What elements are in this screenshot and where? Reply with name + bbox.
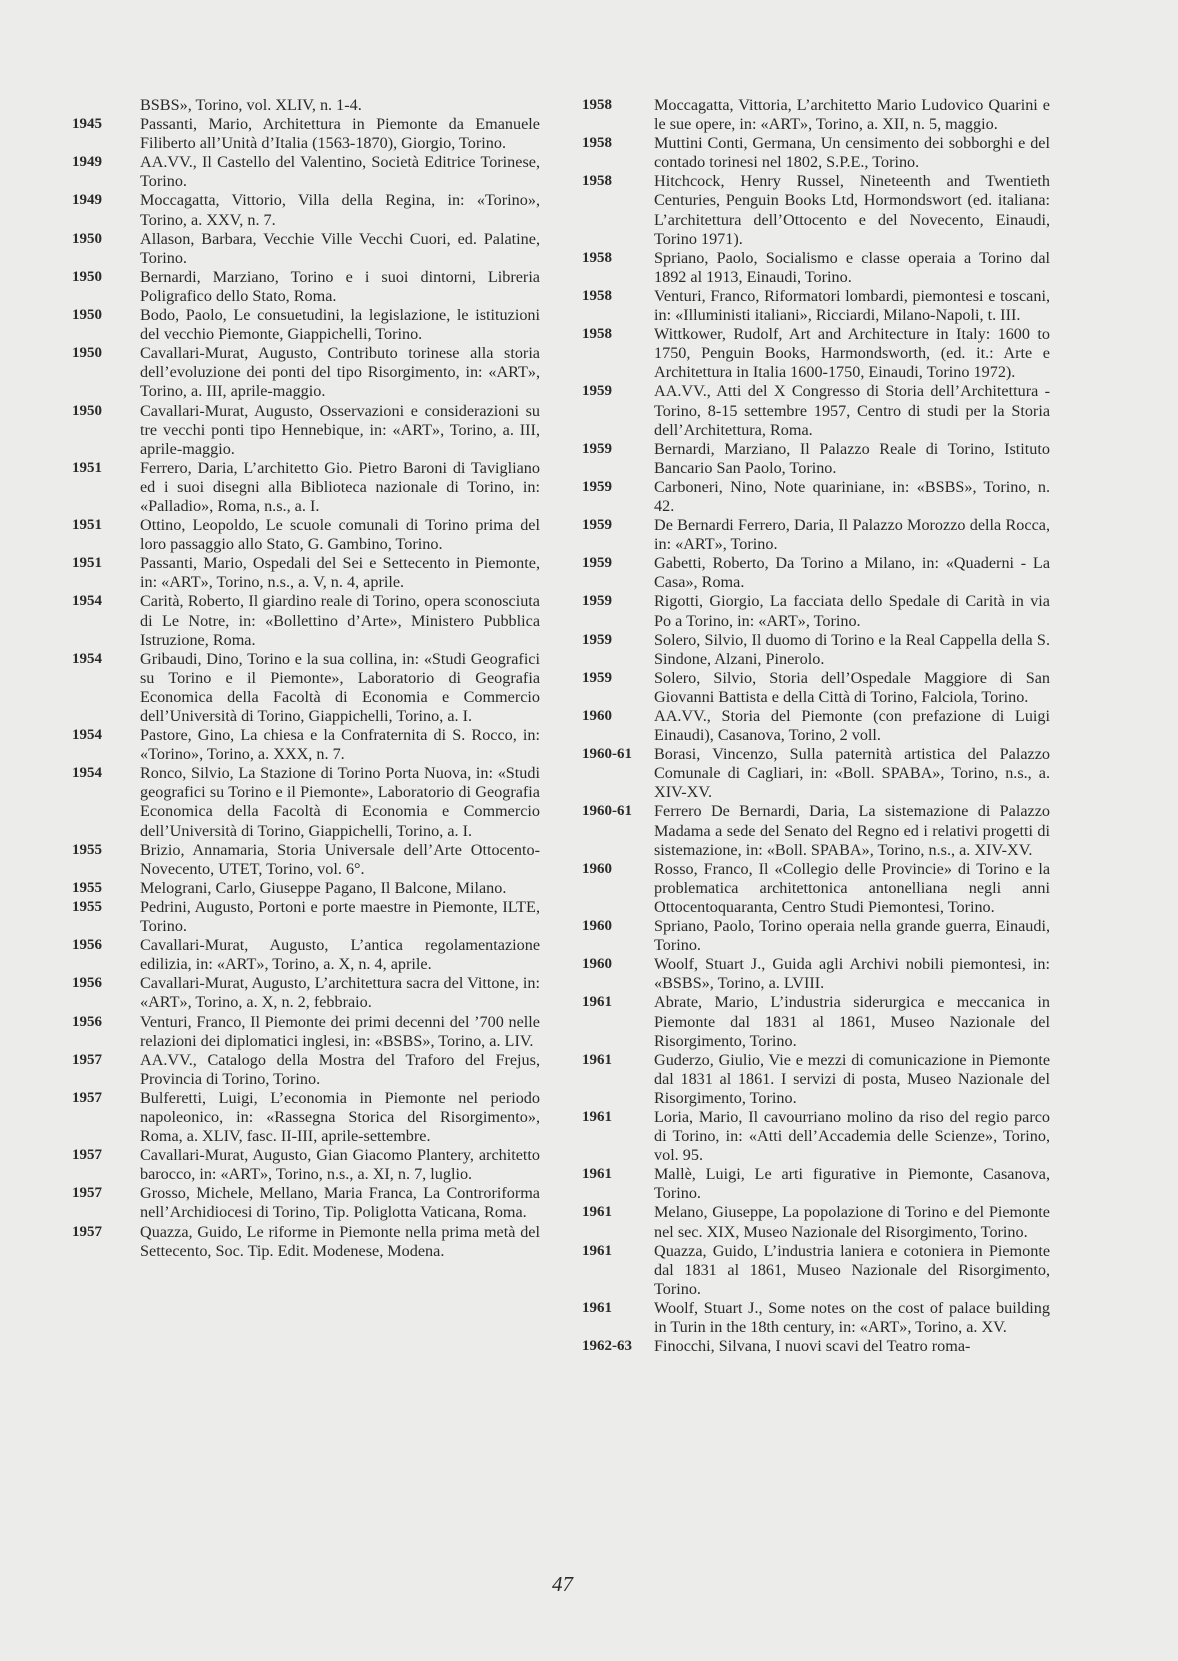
entry-year [72, 96, 140, 115]
entry-text: Muttini Conti, Germana, Un censimento dei sobborghi e del contado torinesi nel 1802, S.P.E., Torino. [654, 134, 1050, 172]
bibliography-entry [72, 764, 540, 840]
entry-text: Spriano, Paolo, Torino operaia nella grande guerra, Einaudi, Torino. [654, 917, 1050, 955]
entry-text: Solero, Silvio, Il duomo di Torino e la Real Cappella della S. Sindone, Alzani, Pinerolo. [654, 630, 1050, 668]
entry-year: 1959 [582, 555, 612, 572]
bibliography-entry [582, 440, 1050, 478]
entry-text: Melograni, Carlo, Giuseppe Pagano, Il Balcone, Milano. [140, 878, 507, 897]
bibliography-entry [582, 1242, 1050, 1299]
entry-text: Borasi, Vincenzo, Sulla paternità artistica del Palazzo Comunale di Cagliari, in: «Boll. SPABA», Torino, n.s., a. XIV-XV. [654, 745, 1050, 802]
entry-year: 1959 [582, 440, 612, 457]
entry-text: Passanti, Mario, Ospedali del Sei e Settecento in Piemonte, in: «ART», Torino, n.s., a. V, n. 4, aprile. [140, 554, 540, 592]
entry-year: 1945 [72, 116, 102, 133]
entry-year: 1957 [72, 1185, 102, 1202]
entry-year: 1949 [72, 192, 102, 209]
entry-text: Carboneri, Nino, Note quariniane, in: «BSBS», Torino, n. 42. [654, 477, 1050, 515]
entry-year: 1951 [72, 555, 102, 572]
entry-year: 1958 [582, 135, 612, 152]
entry-year: 1955 [72, 841, 102, 858]
bibliography-entry [72, 936, 540, 974]
entry-text: Guderzo, Giulio, Vie e mezzi di comunicazione in Piemonte dal 1831 al 1861. I servizi di posta, Museo Nazionale del Risorgimento, Torino. [654, 1050, 1050, 1107]
bibliography-entry [72, 1051, 540, 1089]
entry-year: 1959 [582, 478, 612, 495]
bibliography-entry [72, 1146, 540, 1184]
entry-text: Rosso, Franco, Il «Collegio delle Provincie» di Torino e la problematica architettonica antonelliana negli anni Ottocentoquaranta, Centro Studi Piemontesi, Torino. [654, 859, 1050, 916]
entry-text: Carità, Roberto, Il giardino reale di Torino, opera sconosciuta di Le Notre, in: «Bollettino d’Arte», Ministero Pubblica Istruzione, Roma. [140, 592, 540, 649]
entry-text: Cavallari-Murat, Augusto, L’antica regolamentazione edilizia, in: «ART», Torino, a. X, n. 4, aprile. [140, 936, 540, 974]
bibliography-entry [72, 1223, 540, 1261]
entry-year: 1951 [72, 517, 102, 534]
bibliography-entry [582, 860, 1050, 917]
entry-text: Melano, Giuseppe, La popolazione di Torino e del Piemonte nel sec. XIX, Museo Nazionale del Risorgimento, Torino. [654, 1203, 1050, 1241]
entry-text: Rigotti, Giorgio, La facciata dello Spedale di Carità in via Po a Torino, in: «ART», Torino. [654, 592, 1050, 630]
entry-year: 1954 [72, 765, 102, 782]
entry-year: 1957 [72, 1051, 102, 1068]
entry-text: Bernardi, Marziano, Il Palazzo Reale di Torino, Istituto Bancario San Paolo, Torino. [654, 439, 1050, 477]
entry-text: Pedrini, Augusto, Portoni e porte maestre in Piemonte, ILTE, Torino. [140, 897, 540, 936]
bibliography-entry [72, 96, 540, 115]
entry-year: 1958 [582, 249, 612, 266]
entry-year: 1954 [72, 593, 102, 610]
entry-text: De Bernardi Ferrero, Daria, Il Palazzo Morozzo della Rocca, in: «ART», Torino. [654, 516, 1050, 554]
bibliography-entry [582, 172, 1050, 248]
entry-text: AA.VV., Storia del Piemonte (con prefazione di Luigi Einaudi), Casanova, Torino, 2 voll. [654, 707, 1050, 745]
bibliography-entry [72, 230, 540, 268]
entry-year: 1957 [72, 1089, 102, 1106]
entry-text: Cavallari-Murat, Augusto, L’architettura sacra del Vittone, in: «ART», Torino, a. X, n. 2, febbraio. [140, 974, 540, 1012]
bibliography-entry [582, 1051, 1050, 1108]
bibliography-entry [582, 325, 1050, 382]
entry-year: 1961 [582, 1204, 612, 1221]
entry-year: 1960 [582, 708, 612, 724]
bibliography-entry [72, 1089, 540, 1146]
entry-year: 1958 [582, 326, 612, 343]
entry-text: Venturi, Franco, Il Piemonte dei primi decenni del ’700 nelle relazioni dei diplomatici inglesi, in: «BSBS», Torino, a. LIV. [140, 1012, 540, 1050]
bibliography-entry [72, 592, 540, 649]
bibliography-entry [582, 745, 1050, 802]
bibliography-entry [582, 917, 1050, 955]
entry-year: 1960 [582, 918, 612, 935]
entry-year: 1958 [582, 173, 612, 190]
entry-year: 1959 [582, 631, 612, 648]
entry-text: AA.VV., Il Castello del Valentino, Società Editrice Torinese, Torino. [140, 153, 540, 191]
bibliography-entry [72, 153, 540, 191]
entry-text: AA.VV., Atti del X Congresso di Storia dell’Architettura - Torino, 8-15 settembre 1957, Centro di studi per la Storia dell’Architettura, Roma. [654, 382, 1050, 439]
entry-year: 1954 [72, 727, 102, 744]
bibliography-entry [72, 898, 540, 936]
entry-text: Quazza, Guido, L’industria laniera e cotoniera in Piemonte dal 1831 al 1861, Museo Nazionale del Risorgimento, Torino. [654, 1241, 1050, 1298]
entry-text: Brizio, Annamaria, Storia Universale dell’Arte Ottocento-Novecento, UTET, Torino, vol. 6°. [140, 840, 540, 878]
bibliography-entry [72, 554, 540, 592]
entry-text: Solero, Silvio, Storia dell’Ospedale Maggiore di San Giovanni Battista e della Città di Torino, Falciola, Torino. [654, 668, 1050, 706]
entry-year: 1958 [582, 97, 612, 113]
entry-text: Moccagatta, Vittoria, L’architetto Mario Ludovico Quarini e le sue opere, in: «ART», Torino, a. XII, n. 5, maggio. [654, 96, 1050, 134]
bibliography-entry [582, 1299, 1050, 1337]
entry-text: Woolf, Stuart J., Guida agli Archivi nobili piemontesi, in: «BSBS», Torino, a. LVIII. [654, 955, 1050, 993]
entry-year: 1961 [582, 1108, 612, 1125]
bibliography-entry [72, 268, 540, 306]
bibliography-entry [582, 669, 1050, 707]
entry-year: 1959 [582, 593, 612, 610]
entry-year: 1957 [72, 1147, 102, 1164]
entry-year: 1961 [582, 1242, 612, 1259]
entry-text: Ferrero, Daria, L’architetto Gio. Pietro Baroni di Tavigliano ed i suoi disegni alla Biblioteca nazionale di Torino, in: «Palladio», Roma, n.s., a. I. [140, 458, 540, 515]
entry-text: Bulferetti, Luigi, L’economia in Piemonte nel periodo napoleonico, in: «Rassegna Storica del Risorgimento», Roma, a. XLIV, fasc. II-III, aprile-settembre. [140, 1088, 540, 1146]
entry-text: Moccagatta, Vittorio, Villa della Regina, in: «Torino», Torino, a. XXV, n. 7. [140, 191, 540, 229]
bibliography-entry [72, 459, 540, 516]
bibliography-entry [72, 115, 540, 153]
bibliography-entry [582, 1337, 1050, 1356]
bibliography-entry [72, 974, 540, 1012]
entry-year: 1955 [72, 898, 102, 915]
bibliography-entry [72, 191, 540, 229]
entry-year: 1949 [72, 154, 102, 171]
entry-year: 1959 [582, 517, 612, 534]
entry-text: Ottino, Leopoldo, Le scuole comunali di Torino prima del loro passaggio allo Stato, G. Gambino, Torino. [140, 516, 540, 554]
entry-year: 1959 [582, 383, 612, 400]
bibliography-entry [582, 1165, 1050, 1203]
entry-year: 1961 [582, 994, 612, 1011]
bibliography-entry [582, 134, 1050, 172]
entry-text: Grosso, Michele, Mellano, Maria Franca, La Controriforma nell’Archidiocesi di Torino, Tip. Poliglotta Vaticana, Roma. [140, 1184, 540, 1222]
entry-text: Hitchcock, Henry Russel, Nineteenth and Twentieth Centuries, Penguin Books Ltd, Hormondswort (ed. italiana: L’architettura dell’Ottocento e del Novecento, Einaudi, Torino 1971). [654, 172, 1050, 248]
entry-year: 1950 [72, 230, 102, 247]
bibliography-entry [582, 993, 1050, 1050]
bibliography-entry [72, 306, 540, 344]
bibliography-entry [582, 249, 1050, 287]
entry-text: Wittkower, Rudolf, Art and Architecture in Italy: 1600 to 1750, Penguin Books, Harmondsworth, (ed. it.: Arte e Architettura in Italia 1600-1750, Einaudi, Torino 1972). [654, 325, 1050, 382]
entry-year: 1950 [72, 402, 102, 419]
bibliography-entry [582, 1108, 1050, 1165]
bibliography-entry [582, 516, 1050, 554]
entry-text: Spriano, Paolo, Socialismo e classe operaia a Torino dal 1892 al 1913, Einaudi, Torino. [654, 248, 1050, 286]
bibliography-entry [72, 879, 540, 898]
entry-text: Finocchi, Silvana, I nuovi scavi del Teatro roma- [654, 1337, 971, 1356]
entry-year: 1955 [72, 879, 102, 896]
entry-text: Quazza, Guido, Le riforme in Piemonte nella prima metà del Settecento, Soc. Tip. Edit. Modenese, Modena. [140, 1222, 540, 1260]
entry-year: 1960-61 [582, 746, 632, 763]
bibliography-entry [582, 592, 1050, 630]
bibliography-entry [72, 402, 540, 459]
bibliography-entry [582, 707, 1050, 745]
bibliography-entry [582, 382, 1050, 439]
entry-text: AA.VV., Catalogo della Mostra del Traforo del Frejus, Provincia di Torino, Torino. [140, 1050, 540, 1088]
entry-year: 1956 [72, 975, 102, 992]
entry-text: Mallè, Luigi, Le arti figurative in Piemonte, Casanova, Torino. [654, 1165, 1050, 1203]
entry-year: 1960 [582, 860, 612, 877]
entry-text: Abrate, Mario, L’industria siderurgica e meccanica in Piemonte dal 1831 al 1861, Museo Nazionale del Risorgimento, Torino. [654, 993, 1050, 1050]
entry-text: Cavallari-Murat, Augusto, Gian Giacomo Plantery, architetto barocco, in: «ART», Torino, n.s., a. XI, n. 7, luglio. [140, 1146, 540, 1184]
bibliography-entry [582, 554, 1050, 592]
entry-text: Ronco, Silvio, La Stazione di Torino Porta Nuova, in: «Studi geografici su Torino e il Piemonte», Laboratorio di Geografia Economica della Facoltà di Economia e Commercio dell’Università di Torino, Giappichelli, Torino, a. I. [140, 764, 540, 840]
bibliography-entry [72, 1184, 540, 1222]
entry-text: Cavallari-Murat, Augusto, Contributo torinese alla storia dell’evoluzione dei ponti del tipo Risorgimento, in: «ART», Torino, a. III, aprile-maggio. [140, 344, 540, 401]
entry-text: Ferrero De Bernardi, Daria, La sistemazione di Palazzo Madama a sede del Senato del Regno ed i relativi progetti di sistemazione, in: «Boll. SPABA», Torino, n.s., a. XIV-XV. [654, 802, 1050, 859]
entry-text: Bodo, Paolo, Le consuetudini, la legislazione, le istituzioni del vecchio Piemonte, Giappichelli, Torino. [140, 306, 540, 344]
entry-year: 1961 [582, 1051, 612, 1068]
entry-text: Pastore, Gino, La chiesa e la Confraternita di S. Rocco, in: «Torino», Torino, a. XXX, n. 7. [140, 726, 540, 764]
entry-year: 1954 [72, 650, 102, 667]
entry-text: Gabetti, Roberto, Da Torino a Milano, in: «Quaderni - La Casa», Roma. [654, 554, 1050, 592]
bibliography-entry [582, 96, 1050, 134]
entry-year: 1962-63 [582, 1338, 632, 1355]
bibliography-entry [72, 726, 540, 764]
bibliography-entry [72, 650, 540, 726]
entry-year: 1960-61 [582, 803, 632, 820]
entry-year: 1950 [72, 307, 102, 324]
bibliography-entry [582, 1203, 1050, 1241]
entry-year: 1961 [582, 1299, 612, 1316]
entry-year: 1950 [72, 268, 102, 285]
entry-text: Woolf, Stuart J., Some notes on the cost of palace building in Turin in the 18th century, in: «ART», Torino, a. XV. [654, 1298, 1050, 1336]
entry-year: 1950 [72, 345, 102, 362]
entry-text: Loria, Mario, Il cavourriano molino da riso del regio parco di Torino, in: «Atti dell’Accademia delle Scienze», Torino, vol. 95. [654, 1107, 1050, 1165]
page-number: 47 [552, 1572, 573, 1596]
entry-year: 1956 [72, 1013, 102, 1030]
entry-year: 1951 [72, 459, 102, 476]
bibliography-entry [72, 841, 540, 879]
entry-text: Gribaudi, Dino, Torino e la sua collina, in: «Studi Geografici su Torino e il Piemonte», Laboratorio di Geografia Economica della Facoltà di Economia e Commercio dell’Università di Torino, Giappichelli, Torino, a. I. [140, 649, 540, 725]
entry-year: 1961 [582, 1166, 612, 1183]
bibliography-entry [582, 955, 1050, 993]
entry-text: Venturi, Franco, Riformatori lombardi, piemontesi e toscani, in: «Illuministi italiani», Ricciardi, Milano-Napoli, t. III. [654, 286, 1050, 325]
entry-year: 1956 [72, 937, 102, 954]
entry-year: 1959 [582, 669, 612, 686]
entry-text: Bernardi, Marziano, Torino e i suoi dintorni, Libreria Poligrafico dello Stato, Roma. [140, 267, 540, 305]
entry-text: Passanti, Mario, Architettura in Piemonte da Emanuele Filiberto all’Unità d’Italia (1563-1870), Giorgio, Torino. [140, 115, 540, 153]
bibliography-entry [72, 344, 540, 401]
bibliography-entry [72, 516, 540, 554]
entry-year: 1960 [582, 956, 612, 973]
entry-text: Allason, Barbara, Vecchie Ville Vecchi Cuori, ed. Palatine, Torino. [140, 229, 540, 267]
entry-year: 1957 [72, 1223, 102, 1240]
bibliography-entry [582, 287, 1050, 325]
bibliography-entry [582, 478, 1050, 516]
right-column [582, 96, 1050, 1356]
bibliography-entry [582, 802, 1050, 859]
bibliography-entry [72, 1013, 540, 1051]
entry-text: Cavallari-Murat, Augusto, Osservazioni e considerazioni su tre vecchi ponti tipo Hennebique, in: «ART», Torino, a. III, aprile-maggio. [140, 401, 540, 458]
bibliography-entry [582, 631, 1050, 669]
entry-text: BSBS», Torino, vol. XLIV, n. 1-4. [140, 96, 362, 114]
entry-year: 1958 [582, 287, 612, 304]
left-column [72, 96, 540, 1261]
